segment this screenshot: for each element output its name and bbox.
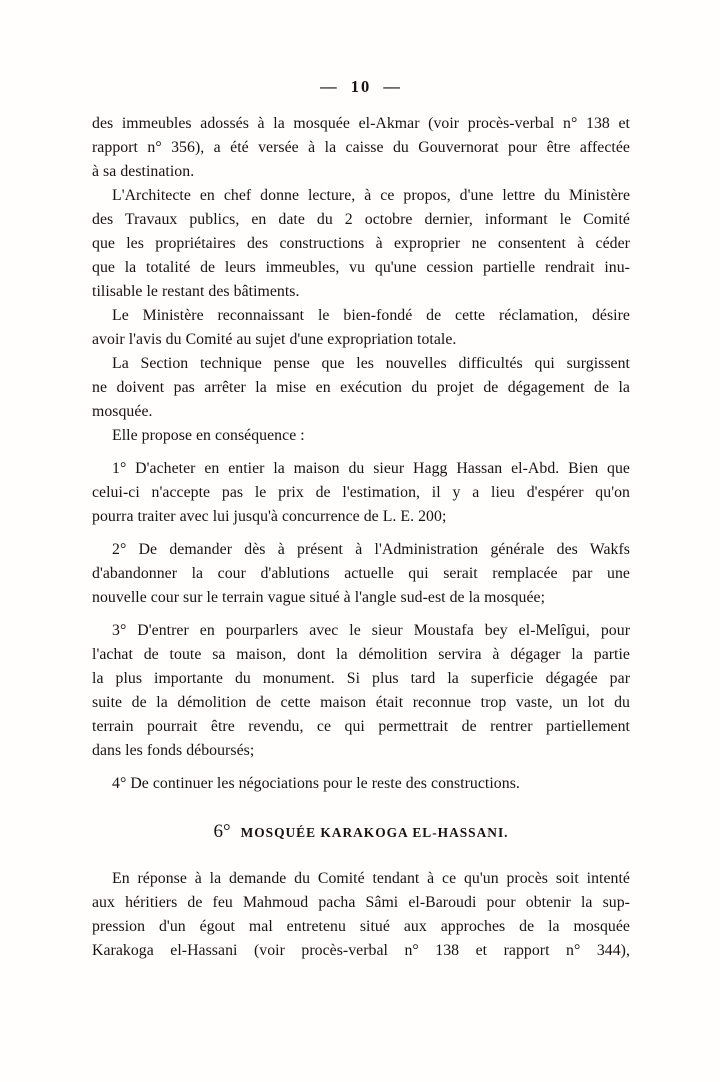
paragraph [92, 352, 630, 424]
text-line: suite de la démolition de cette maison était reconnue trop vaste, un lot du [92, 694, 630, 711]
paragraph [92, 184, 630, 304]
paragraph [92, 304, 630, 352]
text-column [92, 78, 630, 963]
text-line: pourra traiter avec lui jusqu'à concurrence de L. E. 200; [92, 508, 447, 525]
list-item [92, 619, 630, 763]
list-item [92, 538, 630, 610]
text-line: pression d'un égout mal entretenu situé aux approches de la mosquée [92, 918, 630, 935]
section-heading [92, 820, 630, 845]
text-line: aux héritiers de feu Mahmoud pacha Sâmi el-Baroudi pour obtenir la sup- [92, 894, 630, 911]
paragraph [92, 867, 630, 963]
list-item [92, 772, 630, 796]
text-line: 1° D'acheter en entier la maison du sieur Hagg Hassan el-Abd. Bien que [112, 460, 630, 477]
text-line: Elle propose en conséquence : [112, 427, 305, 444]
section-title: MOSQUÉE KARAKOGA EL-HASSANI. [240, 825, 509, 840]
text-line: que la totalité de leurs immeubles, vu qu'une cession partielle rendrait inu- [92, 259, 630, 276]
paragraph [92, 424, 630, 448]
text-line: Le Ministère reconnaissant le bien-fondé de cette réclamation, désire [112, 307, 630, 324]
text-line: terrain pourrait être revendu, ce qui permettrait de rentrer partiellement [92, 718, 630, 735]
text-line: 3° D'entrer en pourparlers avec le sieur Moustafa bey el-Melîgui, pour [112, 622, 630, 639]
text-line: L'Architecte en chef donne lecture, à ce propos, d'une lettre du Ministère [112, 187, 630, 204]
text-line: l'achat de toute sa maison, dont la démolition servira à dégager la partie [92, 646, 630, 663]
text-line: des immeubles adossés à la mosquée el-Akmar (voir procès-verbal n° 138 et [92, 115, 630, 132]
text-line: d'abandonner la cour d'ablutions actuelle qui serait remplacée par une [92, 565, 630, 582]
text-line: 4° De continuer les négociations pour le reste des constructions. [112, 775, 520, 792]
text-line: nouvelle cour sur le terrain vague situé à l'angle sud-est de la mosquée; [92, 589, 546, 606]
paragraph [92, 112, 630, 184]
text-line: tilisable le restant des bâtiments. [92, 283, 300, 300]
text-line: mosquée. [92, 403, 153, 420]
text-line: En réponse à la demande du Comité tendant à ce qu'un procès soit intenté [112, 870, 630, 887]
page-number-header: — 10 — [320, 77, 402, 96]
text-line: des Travaux publics, en date du 2 octobre dernier, informant le Comité [92, 211, 630, 228]
text-line: Karakoga el-Hassani (voir procès-verbal n° 138 et rapport n° 344), [92, 942, 630, 959]
text-line: rapport n° 356), a été versée à la caisse du Gouvernorat pour être affectée [92, 139, 630, 156]
section-number: 6° [213, 821, 231, 842]
text-line: La Section technique pense que les nouvelles difficultés qui surgissent [112, 355, 630, 372]
list-item [92, 457, 630, 529]
text-line: dans les fonds déboursés; [92, 742, 255, 759]
text-line: ne doivent pas arrêter la mise en exécution du projet de dégagement de la [92, 379, 630, 396]
body-text [92, 112, 630, 963]
text-line: celui-ci n'accepte pas le prix de l'estimation, il y a lieu d'espérer qu'on [92, 484, 630, 501]
text-line: avoir l'avis du Comité au sujet d'une expropriation totale. [92, 331, 457, 348]
text-line: à sa destination. [92, 163, 195, 180]
text-line: la plus importante du monument. Si plus tard la superficie dégagée par [92, 670, 630, 687]
text-line: que les propriétaires des constructions à exproprier ne consentent à céder [92, 235, 630, 252]
text-line: 2° De demander dès à présent à l'Administration générale des Wakfs [112, 541, 630, 558]
